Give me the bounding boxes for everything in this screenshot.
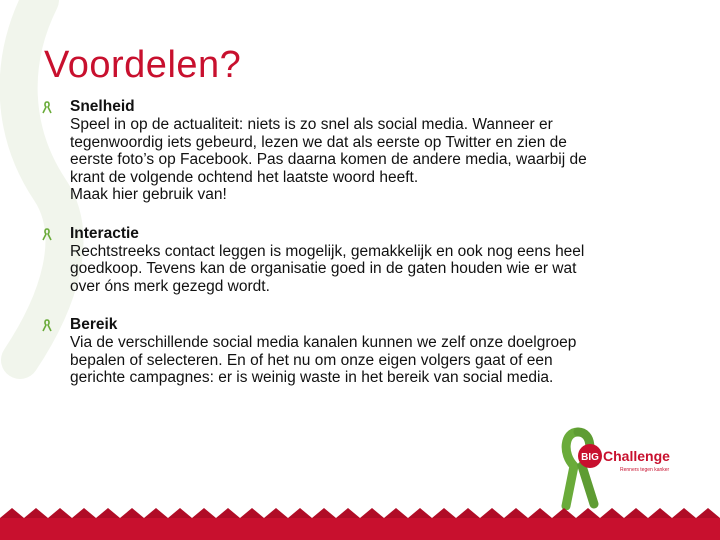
- bullet-line: Speel in op de actualiteit: niets is zo snel als social media. Wanneer er: [70, 116, 553, 133]
- bullet-interactie: [40, 225, 690, 296]
- bullet-line: eerste foto’s op Facebook. Pas daarna komen de andere media, waarbij de: [70, 151, 587, 168]
- bullet-heading: Bereik: [70, 316, 118, 333]
- bullet-line: over óns merk gezegd wordt.: [70, 277, 270, 295]
- slide-title: Voordelen?: [44, 44, 242, 86]
- bullet-line: tegenwoordig iets gebeurd, lezen we dat als eerste op Twitter en zien de: [70, 133, 567, 151]
- bullet-body: [70, 243, 690, 296]
- bullet-line: goedkoop. Tevens kan de organisatie goed in de gaten houden wie er wat: [70, 260, 577, 277]
- bullet-line: Rechtstreeks contact leggen is mogelijk, gemakkelijk en ook nog eens heel: [70, 242, 585, 260]
- bullet-bereik: [40, 316, 690, 387]
- logo-challenge-text: Challenge: [603, 448, 670, 464]
- bullet-line: gerichte campagnes: er is weinig waste in het bereik van social media.: [70, 369, 554, 386]
- ribbon-bullet-icon: [40, 318, 54, 332]
- big-challenge-logo: [556, 420, 690, 510]
- ribbon-bullet-icon: [40, 227, 54, 241]
- bullet-heading: Interactie: [70, 224, 139, 242]
- bullet-body: [70, 334, 690, 387]
- bullet-heading: Snelheid: [70, 98, 135, 115]
- bullet-snelheid: [40, 98, 690, 204]
- bullet-body: [70, 116, 690, 204]
- logo-big-text: BIG: [581, 452, 599, 463]
- logo-tagline: Renners tegen kanker: [620, 467, 670, 473]
- bullet-line: krant de volgende ochtend het laatste woord heeft.: [70, 168, 419, 186]
- bullet-line: bepalen of selecteren. En of het nu om onze eigen volgers gaat of een: [70, 351, 553, 369]
- bottom-ribbon-band: [0, 506, 720, 540]
- bullet-line: Via de verschillende social media kanalen kunnen we zelf onze doelgroep: [70, 334, 577, 351]
- ribbon-bullet-icon: [40, 100, 54, 114]
- bullet-list: [40, 98, 690, 408]
- bullet-line: Maak hier gebruik van!: [70, 186, 227, 203]
